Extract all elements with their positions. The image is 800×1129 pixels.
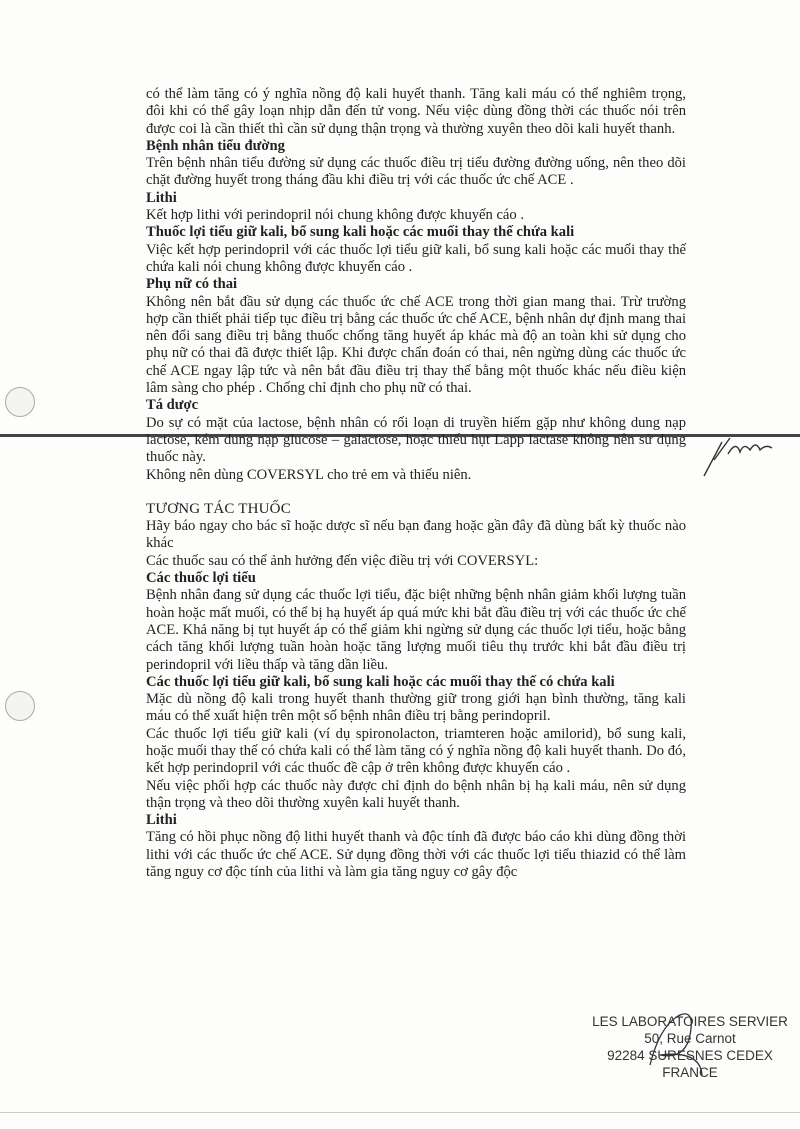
heading-excipient: Tá dược: [146, 397, 199, 414]
paragraph-diuretics: Bệnh nhân đang sử dụng các thuốc lợi tiểu, đặc biệt những bệnh nhân giảm khối lượng tuần hoàn hoặc mất muối, có thể bị hạ huyết áp quá mức khi bắt đầu điều trị với các thuốc ức chế ACE. Khả năng bị tụt huyết áp có thể giảm khi ngừng sử dụng các thuốc lợi tiểu, hoặc bằng cách tăng khối lượng tuần hoàn hoặc tăng lượng muối tiêu thụ trước khi bắt đầu điều trị perindopril với liều thấp và tăng dần liều.: [146, 587, 686, 673]
punch-hole-bottom: [5, 691, 35, 721]
heading-potassium-sparing: Thuốc lợi tiểu giữ kali, bổ sung kali hoặc các muối thay thế chứa kali: [146, 224, 575, 241]
paragraph-children: Không nên dùng COVERSYL cho trẻ em và thiếu niên.: [146, 466, 472, 483]
paragraph-excipient: Do sự có mặt của lactose, bệnh nhân có rối loạn di truyền hiếm gặp như không dung nạp lactose, kém dung nạp glucose – galactose, hoặc thiếu hụt Lapp lactase không nên sử dụng thuốc này.: [146, 414, 686, 466]
paragraph-interactions-intro: Hãy báo ngay cho bác sĩ hoặc dược sĩ nếu bạn đang hoặc gần đây đã dùng bất kỳ thuốc nào khác: [146, 518, 686, 552]
heading-potassium-diuretics: Các thuốc lợi tiểu giữ kali, bổ sung kali hoặc các muối thay thế có chứa kali: [146, 673, 615, 690]
heading-diuretics: Các thuốc lợi tiểu: [146, 570, 256, 587]
punch-hole-top: [5, 387, 35, 417]
paragraph-potassium-examples: Các thuốc lợi tiểu giữ kali (ví dụ spironolacton, triamteren hoặc amilorid), bổ sung kali, hoặc muối thay thế có chứa kali có thể làm tăng có ý nghĩa nồng độ kali huyết thanh. Do đó, kết hợp perindopril với các thuốc đề cập ở trên không được khuyến cáo .: [146, 725, 686, 777]
stamp-city: 92284 SURESNES CEDEX: [607, 1048, 773, 1063]
paragraph-potassium-risk: có thể làm tăng có ý nghĩa nồng độ kali huyết thanh. Tăng kali máu có thể nghiêm trọng, đôi khi có thể gây loạn nhịp dẫn đến tử vong. Nếu việc dùng đồng thời các thuốc nói trên được coi là cần thiết thì cần sử dụng thận trọng và thường xuyên theo dõi kali huyết thanh.: [146, 86, 686, 137]
heading-pregnancy: Phụ nữ có thai: [146, 276, 238, 293]
paragraph-potassium-sparing: Việc kết hợp perindopril với các thuốc lợi tiểu giữ kali, bổ sung kali hoặc các muối thay thế chứa kali nói chung không được khuyến cáo .: [146, 241, 686, 275]
heading-lithium: Lithi: [146, 189, 177, 206]
heading-diabetes: Bệnh nhân tiểu đường: [146, 137, 285, 154]
handwritten-signature: [700, 430, 780, 480]
heading-lithium-interaction: Lithi: [146, 812, 177, 829]
company-stamp: [590, 1013, 790, 1081]
paragraph-lithium-interaction: Tăng có hồi phục nồng độ lithi huyết thanh và độc tính đã được báo cáo khi dùng đồng thời lithi với các thuốc ức chế ACE. Sử dụng đồng thời với các thuốc lợi tiểu thiazid có thể làm tăng nguy cơ độc tính của lithi và làm gia tăng nguy cơ gây độc: [146, 829, 686, 881]
stamp-company-name: LES LABORATOIRES SERVIER: [592, 1014, 788, 1029]
paragraph-pregnancy: Không nên bắt đầu sử dụng các thuốc ức chế ACE trong thời gian mang thai. Trừ trường hợp cần thiết phải tiếp tục điều trị bằng các thuốc ức chế ACE, bệnh nhân dự định mang thai nên đổi sang điều trị bằng thuốc chống tăng huyết áp khác mà độ an toàn khi sử dụng cho phụ nữ có thai đã được thiết lập. Khi được chẩn đoán có thai, nên ngừng dùng các thuốc ức chế ACE ngay lập tức và nên bắt đầu điều trị thay thế bằng một thuốc khác nếu điều kiện lâm sàng cho phép . Chống chỉ định cho phụ nữ có thai.: [146, 293, 686, 397]
document-body: [146, 86, 686, 881]
paragraph-diabetes: Trên bệnh nhân tiểu đường sử dụng các thuốc điều trị tiểu đường đường uống, nên theo dõi chặt đường huyết trong tháng đầu khi điều trị với các thuốc ức chế ACE .: [146, 155, 686, 189]
paragraph-potassium-normal: Mặc dù nồng độ kali trong huyết thanh thường giữ trong giới hạn bình thường, tăng kali máu có thể xuất hiện trên một số bệnh nhân điều trị bằng perindopril.: [146, 691, 686, 725]
paragraph-potassium-hypokalemia: Nếu việc phối hợp các thuốc này được chỉ định do bệnh nhân bị hạ kali máu, nên sử dụng thận trọng và theo dõi thường xuyên kali huyết thanh.: [146, 777, 686, 811]
page-bottom-edge: [0, 1112, 800, 1113]
stamp-country: FRANCE: [662, 1065, 718, 1080]
paragraph-lithium: Kết hợp lithi với perindopril nói chung không được khuyến cáo .: [146, 207, 525, 224]
section-title-interactions: TƯƠNG TÁC THUỐC: [146, 500, 291, 517]
stamp-address: 50, Rue Carnot: [644, 1031, 736, 1046]
paragraph-interactions-list-intro: Các thuốc sau có thể ảnh hưởng đến việc điều trị với COVERSYL:: [146, 552, 539, 569]
